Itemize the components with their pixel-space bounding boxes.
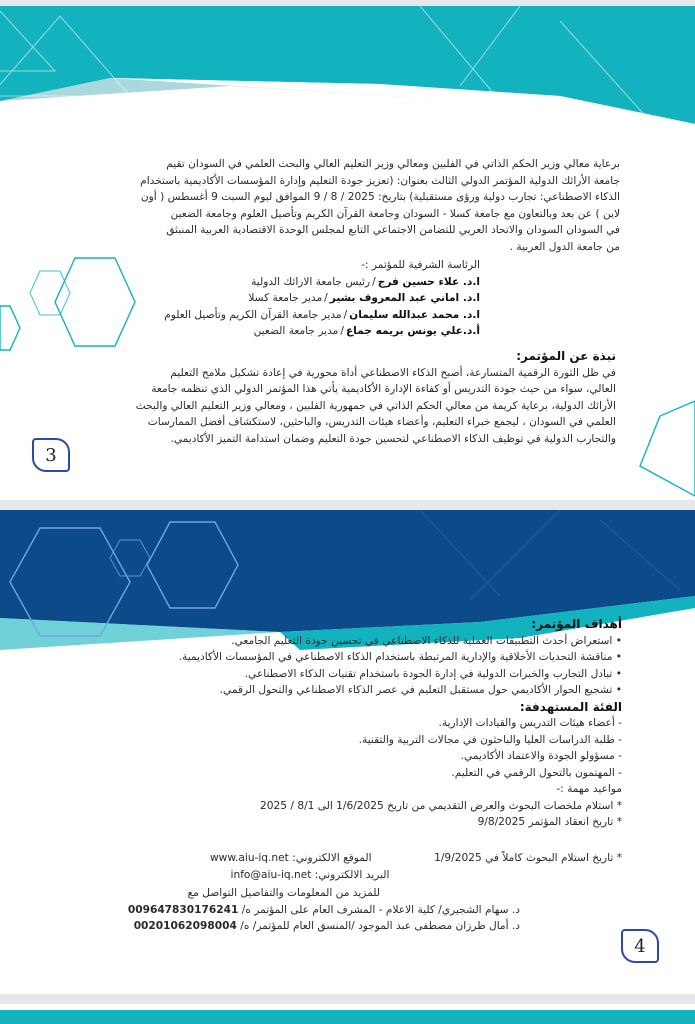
presidency-role: مدير جامعة الضعين [253, 325, 339, 337]
audience-item: - المهتمون بالتحول الرقمي في التعليم. [90, 765, 622, 782]
audience-title: الفئة المستهدفة: [519, 699, 622, 714]
about-section [96, 348, 616, 447]
page-number: 3 [32, 438, 70, 472]
website-link[interactable]: www.aiu-iq.net [210, 852, 289, 864]
intro-line: لاين ) عن بعد وبالتعاون مع جامعة كسلا - السودان وجامعة القرآن الكريم وتأصيل العلوم وجامعة الضعين [170, 207, 620, 220]
website-info [210, 850, 372, 867]
about-line: الأرائك الدولية، برعاية كريمة من معالي الحكم الذاتي في جمهورية الفلبين ، ومعالي وزير التعليم العالي والبحث [135, 399, 616, 412]
presidency-role: رئيس جامعة الارائك الدولية [251, 275, 371, 288]
presidency-name: ا.د. علاء حسين فرج [377, 275, 480, 288]
contact-section [120, 885, 520, 935]
about-line: والتجارب الدولية في توظيف الذكاء الاصطناعي لتحسين جودة التعليم وضمان استدامة التميز الأكاديمي. [170, 432, 616, 445]
audience-item: - طلبة الدراسات العليا والباحثون في مجالات التربية والتقنية. [90, 732, 622, 749]
intro-line: جامعة الأرائك الدولية المؤتمر الدولي الثالث بعنوان: (تعزيز جودة التعليم وإدارة المؤسسات الأكاديمية باستخدام [140, 174, 620, 187]
presidency-role: مدير جامعة كسلا [248, 292, 323, 304]
presidency-name: أ.د.علي يونس بريمه جماع [345, 325, 480, 337]
website-label: الموقع الالكتروني: [292, 852, 372, 864]
contact-item [120, 918, 520, 935]
intro-line: برعاية معالي وزير الحكم الذاتي في الفلبين ومعالي وزير التعليم العالي والبحث العلمي في السودان تقيم [166, 158, 620, 170]
audience-item: - أعضاء هيئات التدريس والقيادات الإدارية. [90, 715, 622, 732]
date-item: * تاريخ استلام البحوث كاملاً في 1/9/2025 [434, 852, 622, 864]
email-link[interactable]: info@aiu-iq.net [230, 869, 312, 881]
presidency-name: ا.د. اماني عبد المعروف بشير [329, 292, 480, 304]
contact-item [120, 902, 520, 919]
presidency-role: مدير جامعة القرآن الكريم وتأصيل العلوم [164, 308, 342, 321]
presidency-item: ا.د. محمد عبدالله سليمان/مدير جامعة القرآن الكريم وتأصيل العلوم [164, 308, 480, 321]
honorary-presidency [160, 257, 480, 340]
goal-item: • تشجيع الحوار الأكاديمي حول مستقبل التعليم في عصر الذكاء الاصطناعي والتحول الرقمي. [90, 682, 622, 699]
goals-title: أهداف المؤتمر: [531, 617, 622, 631]
contact-phone: 009647830176241 [127, 903, 239, 916]
goals-section [90, 616, 622, 831]
brochure-page-4 [0, 510, 695, 994]
page-number: 4 [621, 929, 659, 963]
about-line: العلمي في السودان ، ليجمع خبراء التعليم، وأعضاء هيئات التدريس، والباحثين، لاستكشاف أفضل الممارسات [147, 416, 616, 428]
contact-text: د. سهام الشجيري/ كلية الاعلام - المشرف العام على المؤتمر ه/ [241, 903, 520, 916]
dates-title: مواعيد مهمة :- [556, 783, 622, 795]
brochure-page-5-partial [0, 1004, 695, 1024]
presidency-item: ا.د. اماني عبد المعروف بشير/مدير جامعة كسلا [248, 292, 480, 304]
goal-item: • مناقشة التحديات الأخلاقية والإدارية المرتبطة باستخدام الذكاء الاصطناعي في المؤسسات الأكاديمية. [90, 649, 622, 666]
goal-item: • تبادل التجارب والخبرات الدولية في إدارة الجودة باستخدام تقنيات الذكاء الاصطناعي. [90, 666, 622, 683]
date-item: * استلام ملخصات البحوث والعرض التقديمي من تاريخ 1/6/2025 الى 8/1 / 2025 [260, 799, 622, 812]
intro-line: من جامعة الدول العربية . [509, 240, 620, 253]
submission-website-row [210, 850, 622, 867]
email-info [210, 867, 410, 884]
contact-text: د. أمال طرزان مصطفى عبد الموجود /المنسق العام للمؤتمر/ ه/ [240, 920, 520, 932]
contact-phone: 00201062098004 [133, 920, 237, 932]
presidency-title: الرئاسة الشرفية للمؤتمر :- [361, 259, 480, 271]
email-label: البريد الالكتروني: [314, 869, 390, 881]
goal-item: • استعراض أحدث التطبيقات العملية للذكاء الاصطناعي في تحسين جودة التعليم الجامعي. [90, 633, 622, 650]
intro-line: في السودان السودان والاتحاد العربي للتضامن الاجتماعي التابع لمجلس الوحدة الاقتصادية العربية المنبثق [166, 224, 620, 236]
page-5-decoration [0, 1004, 695, 1024]
audience-item: - مسؤولو الجودة والاعتماد الأكاديمي. [90, 748, 622, 765]
more-info-text: للمزيد من المعلومات والتفاصيل التواصل مع [187, 887, 380, 899]
intro-line: الذكاء الاصطناعي: تجارب دولية ورؤى مستقبلية) بتاريخ: 2025 / 8 / 9 الموافق ليوم السبت 9 أغسطس ( أون [140, 191, 620, 203]
about-line: العالي، سواء من حيث جودة التدريس أو كفاءة الإدارة الأكاديمية يأتي هذا المؤتمر الدولي الذي تنظمه جامعة [151, 383, 616, 395]
brochure-page-3 [0, 6, 695, 500]
presidency-item: ا.د. علاء حسين فرج/رئيس جامعة الارائك الدولية [251, 275, 480, 288]
presidency-name: ا.د. محمد عبدالله سليمان [349, 308, 480, 321]
about-title: نبذة عن المؤتمر: [516, 349, 616, 363]
about-line: في ظل الثورة الرقمية المتسارعة، أصبح الذكاء الاصطناعي أداة محورية في إعادة تشكيل ملامح التعليم [170, 366, 616, 379]
date-item: * تاريخ انعقاد المؤتمر 9/8/2025 [477, 816, 622, 828]
intro-paragraph [72, 156, 620, 255]
presidency-item: أ.د.علي يونس بريمه جماع/مدير جامعة الضعين [253, 325, 480, 337]
